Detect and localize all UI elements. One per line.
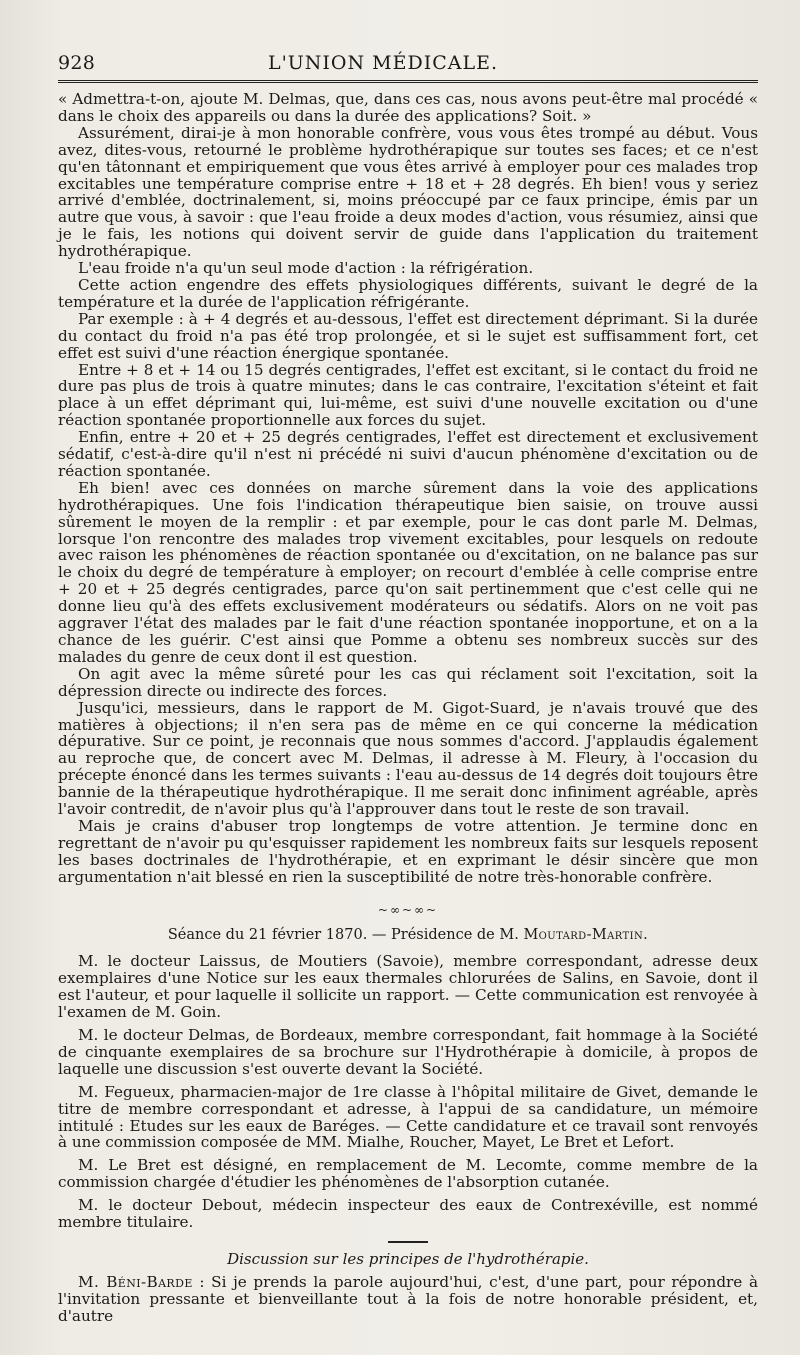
- paragraph: Mais je crains d'abuser trop longtemps de votre attention. Je termine donc en regrettant de n'avoir pu qu'esquisser rapidement les nombreux faits sur lesquels reposent les bases doctrinales de l'hydrothérapie, et en exprimant le désir sincère que mon argumentation n'ait blessé en rien la susceptibilité de notre très-honorable confrère.: [58, 816, 758, 886]
- paragraph: Jusqu'ici, messieurs, dans le rapport de M. Gigot-Suard, je n'avais trouvé que des matières à objections; il n'en sera pas de même en ce qui concerne la médication dépurative. Sur ce point, je reconnais que nous sommes d'accord. J'applaudis également au reproche que, de concert avec M. Delmas, il adresse à M. Fleury, à l'occasion du précepte énoncé dans les termes suivants : l'eau au-dessus de 14 degrés doit toujours être bannie de la thérapeutique hydrothérapique. Il me serait donc infiniment agréable, après l'avoir contredit, de n'avoir plus qu'à l'approuver dans tout le reste de son travail.: [58, 698, 758, 819]
- section-rule: [388, 1241, 428, 1243]
- minutes-paragraph: M. le docteur Laissus, de Moutiers (Savoie), membre correspondant, adresse deux exemplaires d'une Notice sur les eaux thermales chlorurées de Salins, en Savoie, dont il est l'auteur, et pour laquelle il sollicite un rapport. — Cette communication est renvoyée à l'examen de M. Goin.: [58, 952, 758, 1022]
- paragraph: Enfin, entre + 20 et + 25 degrés centigrades, l'effet est directement et exclusivement sédatif, c'est-à-dire qu'il n'est ni précédé ni suivi d'aucun phénomène d'excitation ou de réaction spontanée.: [58, 428, 758, 480]
- minutes-paragraph: M. Fegueux, pharmacien-major de 1re classe à l'hôpital militaire de Givet, demande le titre de membre correspondant et adresse, à l'appui de sa candidature, un mémoire intitulé : Etudes sur les eaux de Baréges. — Cette candidature et ce travail sont renvoyés à une commission composée de MM. Mialhe, Roucher, Mayet, Le Bret et Lefort.: [58, 1082, 758, 1152]
- paragraph: L'eau froide n'a qu'un seul mode d'action : la réfrigération.: [78, 259, 534, 278]
- paragraph: Cette action engendre des effets physiologiques différents, suivant le degré de la température et la durée de l'application réfrigérante.: [58, 275, 758, 311]
- page-number: 928: [58, 52, 96, 74]
- discussion-speaker: M. Béni-Barde: [78, 1272, 193, 1291]
- discussion-paragraph: [58, 1274, 758, 1325]
- discussion-text: : Si je prends la parole aujourd'hui, c'est, d'une part, pour répondre à l'invitation pressante et bienveillante tout à la fois de notre honorable président, et, d'autre: [58, 1272, 758, 1325]
- minutes-paragraph: M. Le Bret est désigné, en remplacement de M. Lecomte, comme membre de la commission chargée d'étudier les phénomènes de l'absorption cutanée.: [58, 1156, 758, 1192]
- header-rule: [58, 80, 758, 83]
- running-title: L'UNION MÉDICALE.: [267, 52, 499, 74]
- minutes-paragraph: M. le docteur Delmas, de Bordeaux, membre correspondant, fait hommage à la Société de cinquante exemplaires de sa brochure sur l'Hydrothérapie à domicile, à propos de laquelle une discussion s'est ouverte devant la Société.: [58, 1026, 758, 1078]
- minutes-section: [58, 953, 758, 1231]
- paragraph-quote: « Admettra-t-on, ajoute M. Delmas, que, dans ces cas, nous avons peut-être mal procédé « dans le choix des appareils ou dans la durée des applications? Soit. »: [58, 90, 758, 125]
- paragraph: Par exemple : à + 4 degrés et au-dessous, l'effet est directement déprimant. Si la durée du contact du froid n'a pas été trop prolongée, et si le sujet est suffisamment fort, cet effet est suivi d'une réaction énergique spontanée.: [58, 309, 758, 362]
- seance-heading: [58, 927, 758, 944]
- seance-text: Séance du 21 février 1870. — Présidence de M.: [167, 926, 524, 943]
- paragraph: Assurément, dirai-je à mon honorable confrère, vous vous êtes trompé au début. Vous avez, dites-vous, retourné le problème hydrothérapique sur toutes ses faces; et ce n'est qu'en tâtonnant et empiriquement que vous êtes arrivé à employer pour ces malades trop excitables une température comprise entre + 18 et + 28 degrés. Eh bien! vous y seriez arrivé d'emblée, doctrinalement, si, moins préoccupé par ce faux principe, émis par un autre que vous, à savoir : que l'eau froide a deux modes d'action, vous résumiez, ainsi que je le fais, les notions qui doivent servir de guide dans l'application du traitement hydrothérapique.: [58, 123, 758, 261]
- paragraph: On agit avec la même sûreté pour les cas qui réclament soit l'excitation, soit la dépression directe ou indirecte des forces.: [58, 664, 758, 700]
- seance-president: Moutard-Martin.: [523, 926, 649, 943]
- main-text: [58, 91, 758, 1325]
- ornament-divider: ~∞~∞~: [377, 902, 439, 917]
- discussion-title: Discussion sur les principes de l'hydrothérapie.: [227, 1250, 589, 1268]
- minutes-paragraph: M. le docteur Debout, médecin inspecteur des eaux de Contrexéville, est nommé membre titulaire.: [58, 1196, 758, 1232]
- paragraph: Entre + 8 et + 14 ou 15 degrés centigrades, l'effet est excitant, si le contact du froid ne dure pas plus de trois à quatre minutes; dans le cas contraire, l'excitation s'éteint et fait place à un effet déprimant qui, lui-même, est suivi d'une nouvelle excitation ou d'une réaction spontanée proportionnelle aux forces du sujet.: [58, 360, 758, 430]
- page-header: [58, 52, 758, 74]
- paragraph: Eh bien! avec ces données on marche sûrement dans la voie des applications hydrothérapiques. Une fois l'indication thérapeutique bien saisie, on trouve aussi sûrement le moyen de la remplir : et par exemple, pour le cas dont parle M. Delmas, lorsque l'on rencontre des malades trop vivement excitables, pour lesquels on redoute avec raison les phénomènes de réaction spontanée ou d'excitation, on ne balance pas sur le choix du degré de température à employer; on recourt d'emblée à celle comprise entre + 20 et + 25 degrés centigrades, parce qu'on sait pertinemment que c'est celle qui ne donne lieu qu'à des effets exclusivement modérateurs ou sédatifs. Alors on ne voit pas aggraver l'état des malades par le fait d'une réaction spontanée inopportune, et on a la chance de les guérir. C'est ainsi que Pomme a obtenu ses nombreux succès sur des malades du genre de ceux dont il est question.: [58, 478, 758, 666]
